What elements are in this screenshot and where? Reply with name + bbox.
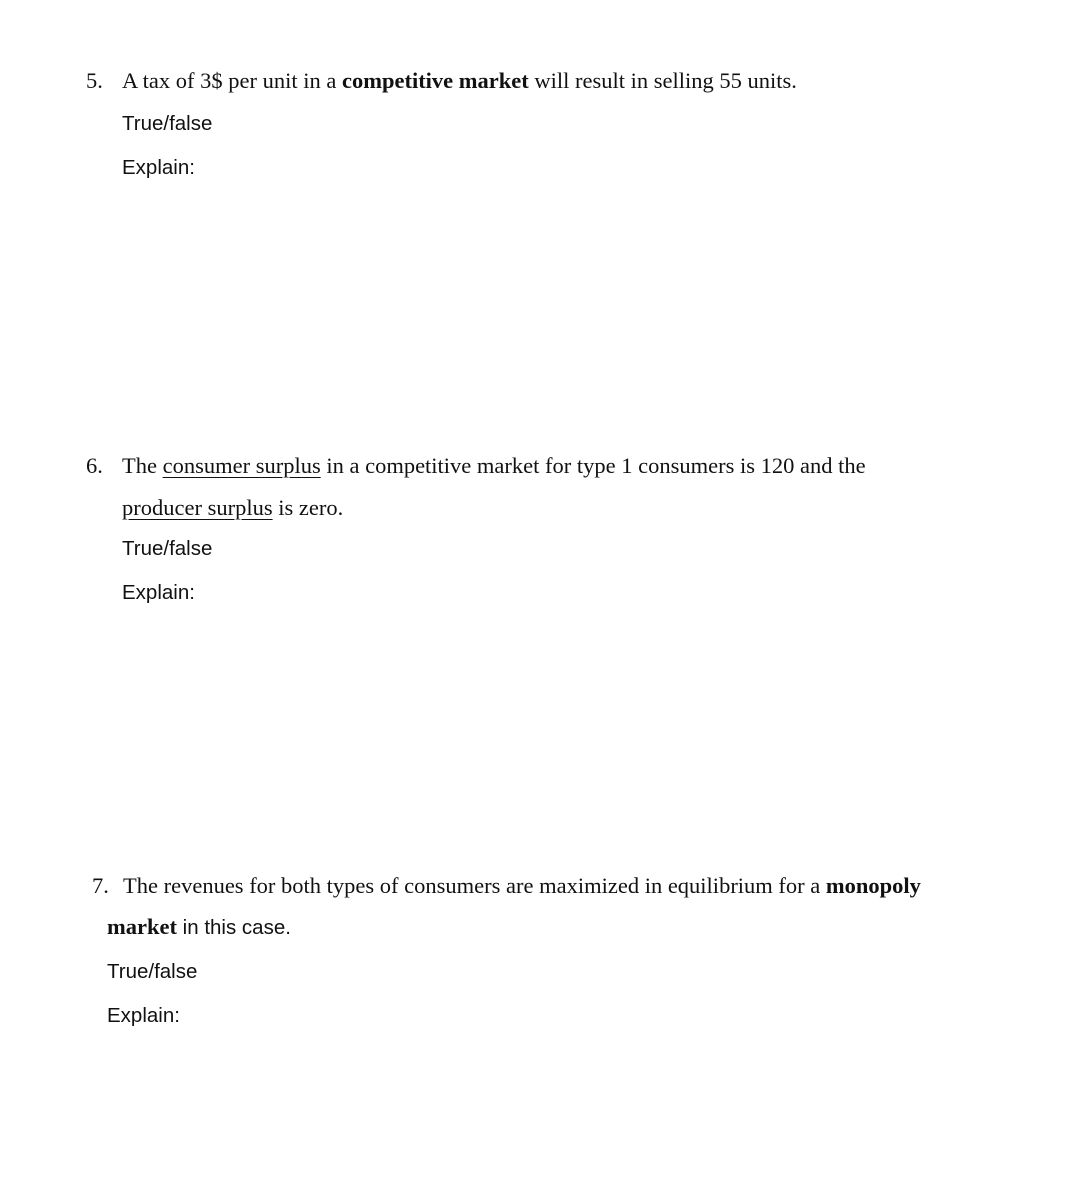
question-6-statement-line2: producer surplus is zero. — [122, 495, 344, 520]
question-7-statement-line2: market in this case. — [107, 914, 291, 939]
question-5-explain: Explain: — [122, 156, 195, 179]
question-7-statement-line1: The revenues for both types of consumers are maximized in equilibrium for a monopoly — [123, 873, 921, 898]
question-6-explain: Explain: — [122, 581, 195, 604]
question-5-true-false: True/false — [122, 112, 213, 135]
question-6-number: 6. — [86, 453, 103, 478]
question-7-explain: Explain: — [107, 1004, 180, 1027]
question-6-statement-line1: The consumer surplus in a competitive market for type 1 consumers is 120 and the — [122, 453, 866, 478]
question-5-statement: A tax of 3$ per unit in a competitive market will result in selling 55 units. — [122, 68, 797, 93]
question-6-true-false: True/false — [122, 537, 213, 560]
question-5-number: 5. — [86, 68, 103, 93]
question-7-number: 7. — [92, 873, 109, 898]
question-7-true-false: True/false — [107, 960, 198, 983]
